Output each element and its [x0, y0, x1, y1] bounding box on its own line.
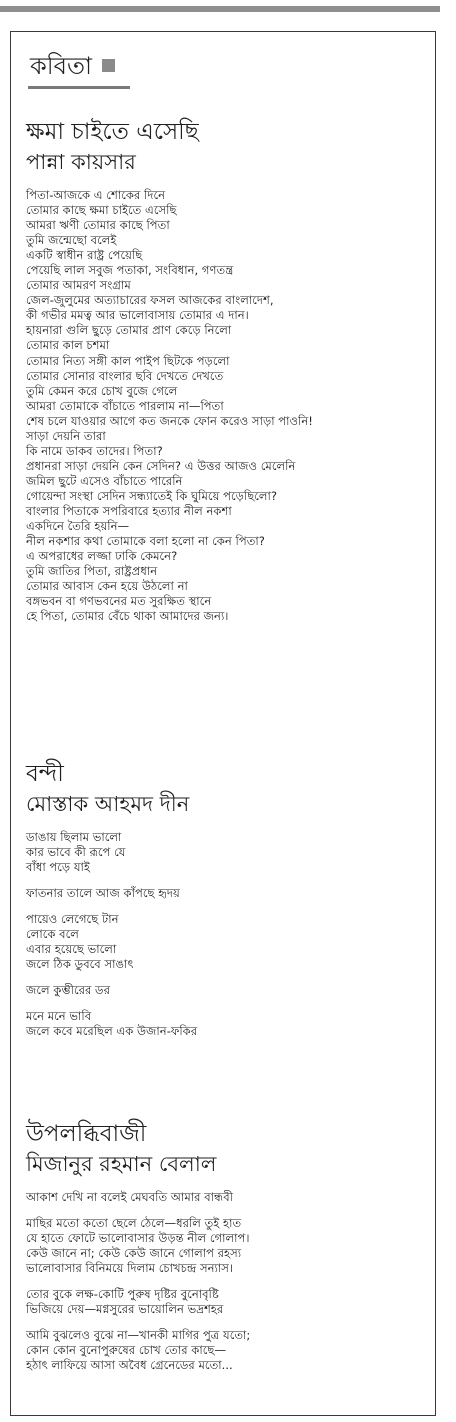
poem-line: তোমার কাল চশমা	[26, 338, 110, 353]
poem-line: পায়েও লেগেছে টান	[26, 912, 119, 927]
poem-title: উপলব্ধিবাজী	[26, 1121, 147, 1147]
poem-line: আমরা ঋণী তোমার কাছে পিতা	[26, 218, 170, 233]
poem-line: যে হাতে ফোটে ভালোবাসার উড়ন্ত নীল গোলাপ।	[26, 1231, 250, 1246]
poem-line: লোকে বলে	[26, 927, 79, 942]
poem-line: কী গভীর মমত্ব আর ভালোবাসায় তোমার এ দান।	[26, 308, 249, 323]
poem-line: তোমার সোনার বাংলার ছবি দেখতে দেখতে	[26, 368, 224, 383]
poem-3	[26, 1120, 421, 1384]
section-title: কবিতা	[30, 52, 92, 80]
poem-line: এবার হয়েছে ভালো	[26, 942, 117, 957]
poem-line: এ অপরাধের লজ্জা ঢাকি কেমনে?	[26, 549, 178, 564]
poem-line: ফাতনার তালে আজ কাঁপছে হৃদয়	[26, 886, 180, 901]
stanza	[26, 912, 421, 972]
poem-line: ভালোবাসার বিনিময়ে দিলাম চোখচন্দ্র সন্যাস।	[26, 1261, 234, 1276]
stanza	[26, 1190, 421, 1205]
poem-line: জমিল ছুটে এসেও বাঁচাতে পারেনি	[26, 473, 183, 488]
poem-line: তোর বুকে লক্ষ-কোটি পুরুষ দৃষ্টির বুনোবৃষ্টি	[26, 1287, 219, 1302]
stanza	[26, 1009, 421, 1039]
stanza	[26, 188, 421, 624]
poem-line: তুমি কেমন করে চোখ বুজে গেলে	[26, 383, 178, 398]
poem-line: তোমার নিত্য সঙ্গী কাল পাইপ ছিটকে পড়লো	[26, 353, 230, 368]
poem-line: কোন কোন বুনোপুরুষের চোখ তোর কাছে—	[26, 1343, 227, 1358]
poem-line: নীল নকশার কথা তোমাকে বলা হলো না কেন পিতা?	[26, 534, 265, 549]
poem-line: ভিজিয়ে দেয়—মগ্নসুরের ভায়োলিন ভদ্রশহর	[26, 1302, 224, 1317]
poem-line: তুমি জন্মেছো বলেই	[26, 233, 117, 248]
stanza	[26, 830, 421, 875]
poem-line: আমরা তোমাকে বাঁচাতে পারলাম না—পিতা	[26, 398, 224, 413]
stanza	[26, 1216, 421, 1276]
poem-line: জলে কুম্ভীরের ডর	[26, 983, 110, 998]
poem-title: বন্দী	[26, 761, 64, 787]
stanza	[26, 983, 421, 998]
stanza	[26, 1287, 421, 1317]
poem-line: তুমি জাতির পিতা, রাষ্ট্রপ্রধান	[26, 564, 158, 579]
poem-2	[26, 760, 421, 1051]
poem-line: মনে মনে ভাবি	[26, 1009, 92, 1024]
poem-author: মিজানুর রহমান বেলাল	[26, 1152, 217, 1176]
top-rule	[0, 6, 440, 12]
poem-line: একটি স্বাধীন রাষ্ট্র পেয়েছি	[26, 248, 143, 263]
poem-author: পান্না কায়সার	[26, 150, 136, 174]
poem-line: শেষ চলে যাওয়ার আগে কত জনকে ফোন করেও সাড়া পাওনি!	[26, 413, 313, 428]
section-heading	[30, 52, 115, 80]
poem-line: হঠাৎ লাফিয়ে আসা অবৈধ গ্রেনেডের মতো...	[26, 1358, 233, 1373]
poem-author: মোস্তাক আহমদ দীন	[26, 792, 190, 816]
poem-line: হায়নারা গুলি ছুড়ে তোমার প্রাণ কেড়ে নিলো	[26, 323, 232, 338]
poem-line: একদিনে তৈরি হয়নি—	[26, 519, 130, 534]
poem-line: আকাশ দেখি না বলেই মেঘবতি আমার বান্ধবী	[26, 1190, 233, 1204]
poem-line: বাংলার পিতাকে সপরিবারে হত্যার নীল নকশা	[26, 503, 232, 518]
poem-line: জলে ঠিক ডুববে সাঙাৎ	[26, 957, 134, 972]
poem-line: কি নামে ডাকব তাদের। পিতা?	[26, 443, 163, 458]
square-bullet-icon	[102, 59, 115, 72]
poem-line: তোমার আবাস কেন হয়ে উঠলো না	[26, 579, 188, 594]
poem-title: ক্ষমা চাইতে এসেছি	[26, 119, 199, 145]
stanza	[26, 1328, 421, 1373]
poem-line: গোয়েন্দা সংস্থা সেদিন সন্ধ্যাতেই কি ঘুমিয়ে পড়েছিলো?	[26, 488, 278, 503]
poem-line: জলে কবে মরেছিল এক উজান-ফকির	[26, 1024, 198, 1039]
poem-line: হে পিতা, তোমার বেঁচে থাকা আমাদের জন্য।	[26, 609, 229, 624]
poem-line: তোমার কাছে ক্ষমা চাইতে এসেছি	[26, 203, 177, 218]
poem-body	[26, 188, 421, 624]
poem-line: প্রধানরা সাড়া দেয়নি কেন সেদিন? এ উত্তর আজও মেলেনি	[26, 458, 296, 473]
section-underline	[28, 86, 130, 89]
poem-line: পেয়েছি লাল সবুজ পতাকা, সংবিধান, গণতন্ত্র	[26, 263, 234, 278]
poem-line: আমি বুঝলেও বুঝে না—খানকী মাগির পুত্র যতো;	[26, 1328, 251, 1343]
poem-line: তোমার আমরণ সংগ্রাম	[26, 278, 131, 293]
poem-1	[26, 118, 421, 635]
poem-line: কেউ জানে না; কেউ কেউ জানে গোলাপ রহস্য	[26, 1246, 242, 1261]
poem-line: বঙ্গভবন বা গণভবনের মত সুরক্ষিত স্থানে	[26, 594, 212, 609]
poem-line: জেল-জুলুমের অত্যাচারের ফসল আজকের বাংলাদেশ,	[26, 293, 274, 308]
poem-body	[26, 1190, 421, 1373]
poem-line: কার ভাবে কী রূপে যে	[26, 845, 126, 860]
poem-line: বাঁধা পড়ে যাই	[26, 860, 90, 875]
poem-line: সাড়া দেয়নি তারা	[26, 428, 106, 443]
poem-line: পিতা-আজকে এ শোকের দিনে	[26, 188, 166, 202]
poem-body	[26, 830, 421, 1040]
poem-line: ডাঙায় ছিলাম ভালো	[26, 830, 122, 844]
stanza	[26, 886, 421, 901]
poem-line: মাছির মতো কতো ছেলে ঠেলে—ধরলি তুই হাত	[26, 1216, 242, 1231]
